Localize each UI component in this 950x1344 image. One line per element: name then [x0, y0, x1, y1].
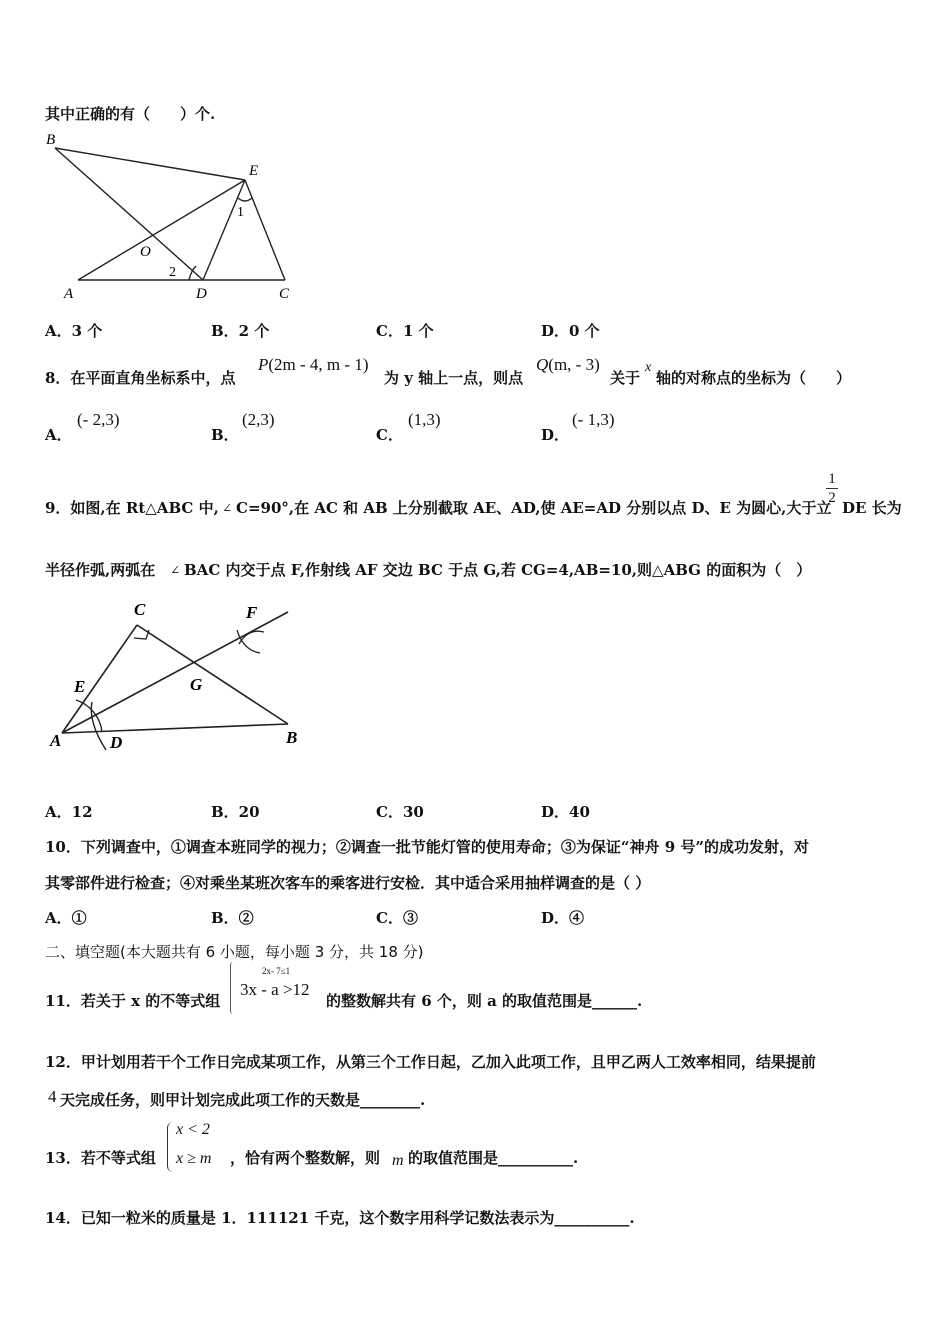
q7-option-a: A．3 个	[45, 322, 103, 340]
q9-line2-b: BAC 内交于点 F,作射线 AF 交边 BC 于点 G,若 CG=4,AB=10,则△ABG 的面积为（ ）	[184, 561, 812, 579]
q13-mid: ，恰有两个整数解，则	[230, 1149, 381, 1167]
q9-line1-c: DE 长为	[842, 499, 902, 517]
q8-tail: 轴的对称点的坐标为（ ）	[656, 369, 852, 387]
label-F: F	[246, 603, 258, 622]
q13-ineq-2: x ≥ m	[176, 1150, 212, 1167]
q8-q-letter: Q	[536, 355, 549, 374]
arc-d-e	[91, 702, 106, 750]
q8-point-q	[536, 355, 600, 375]
q8-option-c-letter: C．	[376, 426, 403, 444]
label-D: D	[196, 286, 207, 302]
label-A: A	[50, 731, 62, 750]
segment-BD	[55, 148, 203, 280]
q7-stem: 其中正确的有（ ）个.	[45, 105, 216, 123]
q10-line2: 其零部件进行检查；④对乘坐某班次客车的乘客进行安检．其中适合采用抽样调查的是（ ）	[45, 874, 651, 892]
q12-num: 4	[48, 1087, 57, 1106]
q12-line1: 12．甲计划用若干个工作日完成某项工作，从第三个工作日起，乙加入此项工作，且甲乙两人工效率相同，结果提前	[45, 1053, 816, 1071]
q9-angle-symbol-2: ∠	[170, 563, 181, 577]
q7-option-b: B．2 个	[211, 322, 270, 340]
q9-option-d: D．40	[541, 803, 590, 821]
label-angle-2: 2	[169, 265, 176, 280]
q12-line2: 天完成任务，则甲计划完成此项工作的天数是________.	[60, 1091, 426, 1109]
q8-p-coords: (2m - 4, m - 1)	[268, 355, 369, 374]
q13-ineq-1: x < 2	[176, 1121, 210, 1138]
q10-option-d: D．④	[541, 909, 585, 927]
arc-center-a	[76, 700, 102, 732]
q13-brace	[167, 1122, 173, 1172]
q8-x: x	[645, 360, 652, 375]
label-E: E	[74, 677, 86, 696]
label-O: O	[140, 244, 151, 260]
q13-lead: 13．若不等式组	[45, 1149, 156, 1167]
q8-number: 8．在平面直角坐标系中，点	[45, 369, 236, 387]
q9-option-c: C．30	[376, 803, 424, 821]
q8-option-b-letter: B．	[211, 426, 239, 444]
q8-q-coords: (m, - 3)	[548, 355, 600, 374]
q9-line1-a: 9．如图,在 Rt△ABC 中,	[45, 499, 219, 517]
q9-angle-symbol: ∠	[222, 501, 233, 515]
segment-EC	[245, 180, 285, 280]
q9-fraction	[826, 470, 838, 507]
q7-figure	[40, 128, 310, 306]
q10-option-a: A．①	[45, 909, 87, 927]
q14-text: 14．已知一粒米的质量是 1．111121 千克，这个数字用科学记数法表示为__________.	[45, 1209, 635, 1227]
label-angle-1: 1	[237, 205, 244, 220]
q9-frac-num: 1	[828, 471, 836, 487]
label-C: C	[279, 286, 290, 302]
q11-ineq-main: 3x - a >12	[240, 980, 310, 999]
q11-brace	[230, 962, 233, 1014]
q11-ineq-small: 2x- 7≤1	[262, 966, 291, 976]
label-C: C	[134, 600, 146, 619]
q11-lead: 11．若关于 x 的不等式组	[45, 992, 221, 1010]
q9-figure	[40, 592, 310, 762]
q13-tail: 的取值范围是__________.	[408, 1149, 579, 1167]
label-D: D	[110, 733, 123, 752]
segment-BE	[55, 148, 245, 180]
q7-option-c: C．1 个	[376, 322, 434, 340]
q11-tail: 的整数解共有 6 个，则 a 的取值范围是______.	[326, 992, 643, 1010]
label-B: B	[46, 132, 56, 148]
segment-DE	[203, 180, 245, 280]
q9-line2-a: 半径作弧,两弧在	[45, 561, 156, 579]
q9-option-b: B．20	[211, 803, 260, 821]
q8-option-a-letter: A．	[45, 426, 72, 444]
q8-option-a-value: (- 2,3)	[77, 410, 120, 429]
q8-option-c-value: (1,3)	[408, 410, 441, 429]
q9-option-a: A．12	[45, 803, 93, 821]
q8-point-p	[258, 355, 368, 375]
label-E: E	[249, 163, 259, 179]
label-A: A	[64, 286, 74, 302]
segment-AE	[78, 180, 245, 280]
section-2-heading: 二、填空题(本大题共有 6 小题，每小题 3 分，共 18 分)	[45, 943, 424, 961]
q9-line1-b: C=90°,在 AC 和 AB 上分别截取 AE、AD,使 AE=AD 分别以点 D、E 为圆心,大于立	[236, 499, 832, 517]
q8-mid2: 关于	[610, 369, 641, 387]
q9-frac-den: 2	[828, 490, 836, 506]
segment-CB	[137, 625, 288, 724]
q8-option-d-letter: D．	[541, 426, 570, 444]
q8-option-d-value: (- 1,3)	[572, 410, 615, 429]
q13-m: m	[392, 1152, 404, 1169]
q8-option-b-value: (2,3)	[242, 410, 275, 429]
label-B: B	[286, 728, 298, 747]
angle-1-arc	[238, 198, 252, 201]
q10-line1: 10．下列调查中，①调查本班同学的视力；②调查一批节能灯管的使用寿命；③为保证“神舟 9 号”的成功发射，对	[45, 838, 810, 856]
q8-p-letter: P	[258, 355, 269, 374]
q10-option-c: C．③	[376, 909, 418, 927]
q10-option-b: B．②	[211, 909, 254, 927]
label-G: G	[190, 675, 203, 694]
q8-mid1: 为 y 轴上一点，则点	[384, 369, 524, 387]
q7-option-d: D．0 个	[541, 322, 600, 340]
